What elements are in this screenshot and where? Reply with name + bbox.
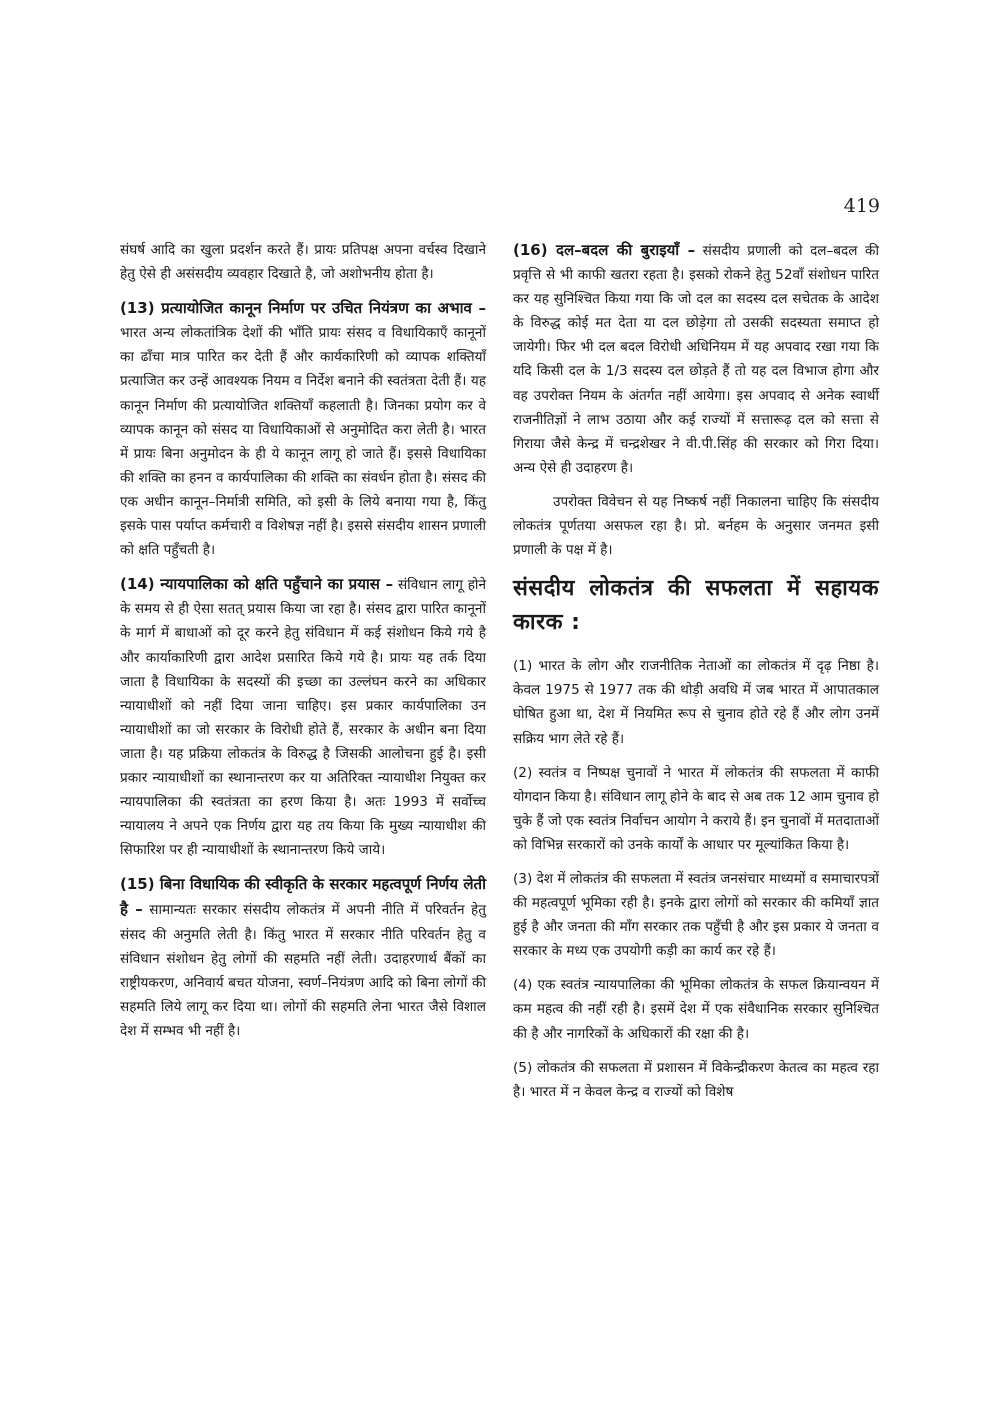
conclusion-paragraph: उपरोक्त विवेचन से यह निष्कर्ष नहीं निकालना चाहिए कि संसदीय लोकतंत्र पूर्णतया असफल रहा है। प्रो. बर्नहम के अनुसार जनमत इसी प्रणाली के पक्ष में है।	[513, 493, 879, 559]
factor-2-paragraph: (2) स्वतंत्र व निष्पक्ष चुनावों ने भारत में लोकतंत्र की सफलता में काफी योगदान किया है। संविधान लागू होने के बाद से अब तक 12 आम चुनाव हो चुके हैं जो एक स्वतंत्र निर्वाचन आयोग ने कराये हैं। इन चुनावों में मतदाताओं को विभिन्न सरकारों को उनके कार्यों के आधार पर मूल्यांकित किया है।	[513, 764, 879, 853]
factor-5-paragraph: (5) लोकतंत्र की सफलता में प्रशासन में विकेन्द्रीकरण केतत्व का महत्व रहा है। भारत में न केवल केन्द्र व राज्यों को विशेष	[513, 1059, 879, 1100]
factor-1-paragraph: (1) भारत के लोग और राजनीतिक नेताओं का लोकतंत्र में दृढ़ निष्ठा है। केवल 1975 से 1977 तक की थोड़ी अवधि में जब भारत में आपातकाल घोषित हुआ था, देश में नियमित रूप से चुनाव होते रहे हैं और लोग उनमें सक्रिय भाग लेते रहे हैं।	[513, 658, 879, 747]
point-15-text: सामान्यतः सरकार संसदीय लोकतंत्र में अपनी नीति में परिवर्तन हेतु संसद की अनुमति लेती है। किंतु भारत में सरकार नीति परिवर्तन हेतु व संविधान संशोधन हेतु लोगों की सहमति नहीं लेती। उदाहरणार्थ बैंकों का राष्ट्रीयकरण, अनिवार्य बचत योजना, स्वर्ण–नियंत्रण आदि को बिना लोगों की सहमति लिये लागू कर दिया था। लोगों की सहमति लेना भारत जैसे विशाल देश में सम्भव भी नहीं है।	[120, 902, 487, 1039]
point-14-heading: (14) न्यायपालिका को क्षति पहुँचाने का प्रयास –	[120, 575, 394, 594]
point-13-heading: (13) प्रत्यायोजित कानून निर्माण पर उचित नियंत्रण का अभाव –	[120, 299, 486, 318]
point-16-heading: (16) दल–बदल की बुराइयाँ –	[513, 241, 696, 259]
section-heading: संसदीय लोकतंत्र की सफलता में सहायक कारक :	[513, 576, 879, 636]
point-15-paragraph	[120, 872, 486, 1043]
page-number: 419	[843, 195, 880, 217]
point-16-text: संसदीय प्रणाली को दल–बदल की प्रवृत्ति से भी काफी खतरा रहता है। इसको रोकने हेतु 52वाँ संशोधन पारित कर यह सुनिश्चित किया गया कि जो दल का सदस्य दल सचेतक के आदेश के विरुद्ध कोई मत देता या दल छोड़ेगा तो उसकी सदस्यता समाप्त हो जायेगी। फिर भी दल बदल विरोधी अधिनियम में यह अपवाद रखा गया कि यदि किसी दल के 1/3 सदस्य दल छोड़ते हैं तो यह दल विभाज होगा और वह उपरोक्त नियम के अंतर्गत नहीं आयेगा। इस अपवाद से अनेक स्वार्थी राजनीतिज्ञों ने लाभ उठाया और कई राज्यों में सत्तारूढ़ दल को सत्ता से गिराया जैसे केन्द्र में चन्द्रशेखर ने वी.पी.सिंह की सरकार को गिरा दिया। अन्य ऐसे ही उदाहरण है।	[513, 243, 879, 476]
right-column	[513, 238, 879, 1114]
point-16-paragraph	[513, 238, 879, 480]
point-15-heading: (15) बिना विधायिक की स्वीकृति के सरकार महत्वपूर्ण निर्णय लेती है –	[120, 875, 486, 919]
intro-paragraph: संघर्ष आदि का खुला प्रदर्शन करते हैं। प्रायः प्रतिपक्ष अपना वर्चस्व दिखाने हेतु ऐसे ही असंसदीय व्यवहार दिखाते है, जो अशोभनीय होता है।	[120, 242, 486, 283]
factor-4-paragraph: (4) एक स्वतंत्र न्यायपालिका की भूमिका लोकतंत्र के सफल क्रियान्वयन में कम महत्व की नहीं रही है। इसमें देश में एक संवैधानिक सरकार सुनिश्चित की है और नागरिकों के अधिकारों की रक्षा की है।	[513, 977, 879, 1042]
point-13-text: भारत अन्य लोकतांत्रिक देशों की भाँति प्रायः संसद व विधायिकाएँ कानूनों का ढाँचा मात्र पारित कर देती हैं और कार्यकारिणी को व्यापक शक्तियाँ प्रत्याजित कर उन्हें आवश्यक नियम व निर्देश बनाने की स्वतंत्रता देती हैं। यह कानून निर्माण की प्रत्यायोजित शक्तियाँ कहलाती है। जिनका प्रयोग कर वे व्यापक कानून को संसद या विधायिकाओं से अनुमोदित करा लेती है। भारत में प्रायः बिना अनुमोदन के ही ये कानून लागू हो जाते हैं। इससे विधायिका की शक्ति का हनन व कार्यपालिका की शक्ति का संवर्धन होता है। संसद की एक अधीन कानून–निर्मात्री समिति, को इसी के लिये बनाया गया है, किंतु इसके पास पर्याप्त कर्मचारी व विशेषज्ञ नहीं है। इससे संसदीय शासन प्रणाली को क्षति पहुँचती है।	[120, 325, 486, 559]
left-column	[120, 238, 486, 1053]
point-13-paragraph	[120, 296, 486, 562]
point-14-text: संविधान लागू होने के समय से ही ऐसा सतत् प्रयास किया जा रहा है। संसद द्वारा पारित कानूनों के मार्ग में बाधाओं को दूर करने हेतु संविधान में कई संशोधन किये गये है और कार्याकारिणी द्वारा आदेश प्रसारित किये गये है। प्रायः यह तर्क दिया जाता है विधायिका के सदस्यों की इच्छा का उल्लंघन करने का अधिकार न्यायाधीशों को नहीं दिया जाना चाहिए। इस प्रकार कार्यपालिका उन न्यायाधीशों का जो सरकार के विरोधी होते हैं, सरकार के अधीन बना दिया जाता है। यह प्रक्रिया लोकतंत्र के विरुद्ध है जिसकी आलोचना हुई है। इसी प्रकार न्यायाधीशों का स्थानान्तरण कर या अतिरिक्त न्यायाधीश नियुक्त कर न्यायपालिका की स्वतंत्रता का हरण किया है। अतः 1993 में सर्वोच्च न्यायालय ने अपने एक निर्णय द्वारा यह तय किया कि मुख्य न्यायाधीश की सिफारिश पर ही न्यायाधीशों के स्थानान्तरण किये जाये।	[120, 577, 486, 859]
factor-3-paragraph: (3) देश में लोकतंत्र की सफलता में स्वतंत्र जनसंचार माध्यमों व समाचारपत्रों की महत्वपूर्ण भूमिका रही है। इनके द्वारा लोगों को सरकार की कमियाँ ज्ञात हुई है और जनता की माँग सरकार तक पहुँची है और इस प्रकार ये जनता व सरकार के मध्य एक उपयोगी कड़ी का कार्य कर रहे हैं।	[513, 870, 879, 960]
point-14-paragraph	[120, 572, 486, 862]
